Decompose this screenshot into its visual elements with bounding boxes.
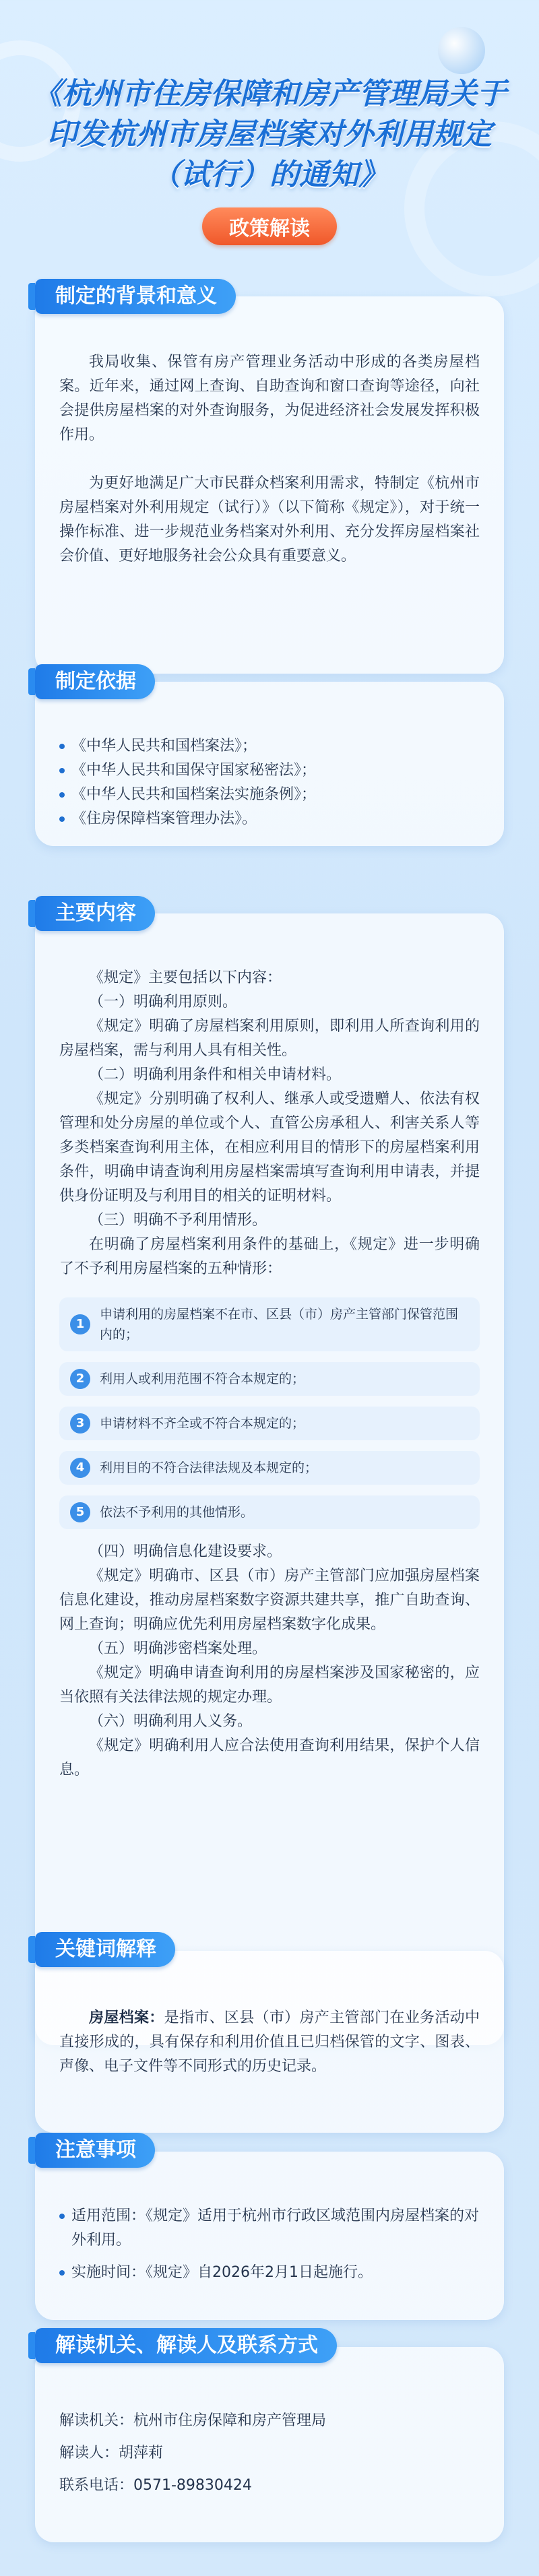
notes-card bbox=[35, 2152, 504, 2320]
contact-phone: 联系电话：0571-89830424 bbox=[59, 2477, 252, 2494]
case-text: 利用人或利用范围不符合本规定的； bbox=[100, 1372, 305, 1386]
content-heading: （二）明确利用条件和相关申请材料。 bbox=[89, 1066, 342, 1083]
case-number: 4 bbox=[70, 1458, 90, 1478]
bullet-dot-icon bbox=[59, 2270, 65, 2276]
basis-item bbox=[59, 759, 480, 783]
section-title-main-content: 主要内容 bbox=[35, 896, 155, 931]
contact-org: 解读机关：杭州市住房保障和房产管理局 bbox=[59, 2412, 327, 2429]
bullet-dot-icon bbox=[59, 768, 65, 773]
exclusion-case bbox=[59, 1362, 480, 1396]
case-number: 3 bbox=[70, 1413, 90, 1434]
keyword-term: 房屋档案： bbox=[89, 2009, 164, 2026]
section-title-contact: 解读机关、解读人及联系方式 bbox=[35, 2328, 337, 2363]
page-title-line: 《杭州市住房保障和房产管理局关于 bbox=[32, 77, 507, 111]
page-title-line: 印发杭州市房屋档案对外利用规定 bbox=[47, 117, 492, 152]
content-heading: （六）明确利用人义务。 bbox=[89, 1713, 253, 1730]
page-title-line: （试行）的通知》 bbox=[151, 158, 388, 192]
section-title-keywords: 关键词解释 bbox=[35, 1932, 175, 1967]
basis-item bbox=[59, 807, 480, 831]
page-header bbox=[0, 74, 539, 245]
case-number: 5 bbox=[70, 1502, 90, 1522]
keyword-definition-text: 是指市、区县（市）房产主管部门在业务活动中直接形成的，具有保存和利用价值且已归档保管的文字、图表、声像、电子文件等不同形式的历史记录。 bbox=[59, 2009, 480, 2075]
case-text: 依法不予利用的其他情形。 bbox=[100, 1505, 254, 1520]
basis-item-text: 《中华人民共和国档案法》； bbox=[71, 738, 257, 754]
content-heading: （一）明确利用原则。 bbox=[89, 994, 238, 1010]
exclusion-case bbox=[59, 1451, 480, 1485]
bullet-dot-icon bbox=[59, 744, 65, 749]
bullet-dot-icon bbox=[59, 2214, 65, 2219]
exclusion-case bbox=[59, 1407, 480, 1440]
content-paragraph: 《规定》分别明确了权利人、继承人或受遗赠人、依法有权管理和处分房屋的单位或个人、直管公房承租人、利害关系人等多类档案查询利用主体，在相应利用目的情形下的房屋档案利用条件，明确申请查询利用房屋档案需填写查询利用申请表，并提供身份证明及与利用目的相关的证明材料。 bbox=[59, 1091, 480, 1204]
content-heading: （三）明确不予利用情形。 bbox=[89, 1212, 267, 1229]
bullet-dot-icon bbox=[59, 816, 65, 822]
bullet-dot-icon bbox=[59, 792, 65, 798]
note-item bbox=[59, 2261, 480, 2285]
main-content-card bbox=[35, 913, 504, 2045]
contact-card bbox=[35, 2347, 504, 2542]
keywords-card bbox=[35, 1951, 504, 2133]
section-title-notes: 注意事项 bbox=[35, 2133, 155, 2168]
note-item-text: 适用范围：《规定》适用于杭州市行政区域范围内房屋档案的对外利用。 bbox=[71, 2208, 480, 2249]
basis-item-text: 《中华人民共和国保守国家秘密法》； bbox=[71, 762, 317, 779]
case-text: 申请材料不齐全或不符合本规定的； bbox=[100, 1416, 305, 1431]
content-intro: 《规定》主要包括以下内容： bbox=[89, 969, 282, 986]
case-text: 利用目的不符合法律法规及本规定的； bbox=[100, 1460, 318, 1475]
content-heading: （五）明确涉密档案处理。 bbox=[89, 1640, 267, 1657]
content-paragraph: 《规定》明确了房屋档案利用原则，即利用人所查询利用的房屋档案，需与利用人具有相关性。 bbox=[59, 1018, 480, 1059]
basis-item bbox=[59, 734, 480, 759]
contact-person: 解读人：胡萍莉 bbox=[59, 2445, 164, 2461]
content-paragraph: 《规定》明确市、区县（市）房产主管部门应加强房屋档案信息化建设，推动房屋档案数字资源共建共享，推广自助查询、网上查询；明确应优先利用房屋档案数字化成果。 bbox=[59, 1568, 480, 1633]
basis-item bbox=[59, 783, 480, 807]
content-heading: （四）明确信息化建设要求。 bbox=[89, 1543, 282, 1560]
content-paragraph: 《规定》明确申请查询利用的房屋档案涉及国家秘密的，应当依照有关法律法规的规定办理。 bbox=[59, 1665, 480, 1706]
note-item bbox=[59, 2204, 480, 2253]
exclusion-case-list bbox=[59, 1297, 480, 1529]
case-number: 1 bbox=[70, 1314, 90, 1334]
case-text: 申请利用的房屋档案不在市、区县（市）房产主管部门保管范围内的； bbox=[100, 1307, 459, 1342]
section-title-background: 制定的背景和意义 bbox=[35, 279, 236, 314]
section-title-basis: 制定依据 bbox=[35, 664, 155, 699]
exclusion-case bbox=[59, 1297, 480, 1351]
basis-item-text: 《中华人民共和国档案法实施条例》； bbox=[71, 786, 317, 803]
background-paragraph: 我局收集、保管有房产管理业务活动中形成的各类房屋档案。近年来，通过网上查询、自助查询和窗口查询等途径，向社会提供房屋档案的对外查询服务，为促进经济社会发展发挥积极作用。 bbox=[59, 354, 480, 443]
policy-interpretation-badge: 政策解读 bbox=[202, 207, 337, 245]
content-paragraph: 在明确了房屋档案利用条件的基础上，《规定》进一步明确了不予利用房屋档案的五种情形： bbox=[59, 1236, 480, 1277]
content-paragraph: 《规定》明确利用人应合法使用查询利用结果，保护个人信息。 bbox=[59, 1737, 480, 1778]
basis-item-text: 《住房保障档案管理办法》。 bbox=[71, 810, 257, 827]
background-card bbox=[35, 296, 504, 674]
note-item-text: 实施时间：《规定》自2026年2月1日起施行。 bbox=[71, 2264, 373, 2281]
keyword-definition bbox=[59, 2006, 480, 2079]
background-paragraph: 为更好地满足广大市民群众档案利用需求，特制定《杭州市房屋档案对外利用规定（试行）》（以下简称《规定》），对于统一操作标准、进一步规范业务档案对外利用、充分发挥房屋档案社会价值、更好地服务社会公众具有重要意义。 bbox=[59, 475, 480, 565]
decorative-sphere bbox=[438, 27, 485, 74]
case-number: 2 bbox=[70, 1369, 90, 1389]
exclusion-case bbox=[59, 1495, 480, 1529]
basis-card bbox=[35, 682, 504, 846]
